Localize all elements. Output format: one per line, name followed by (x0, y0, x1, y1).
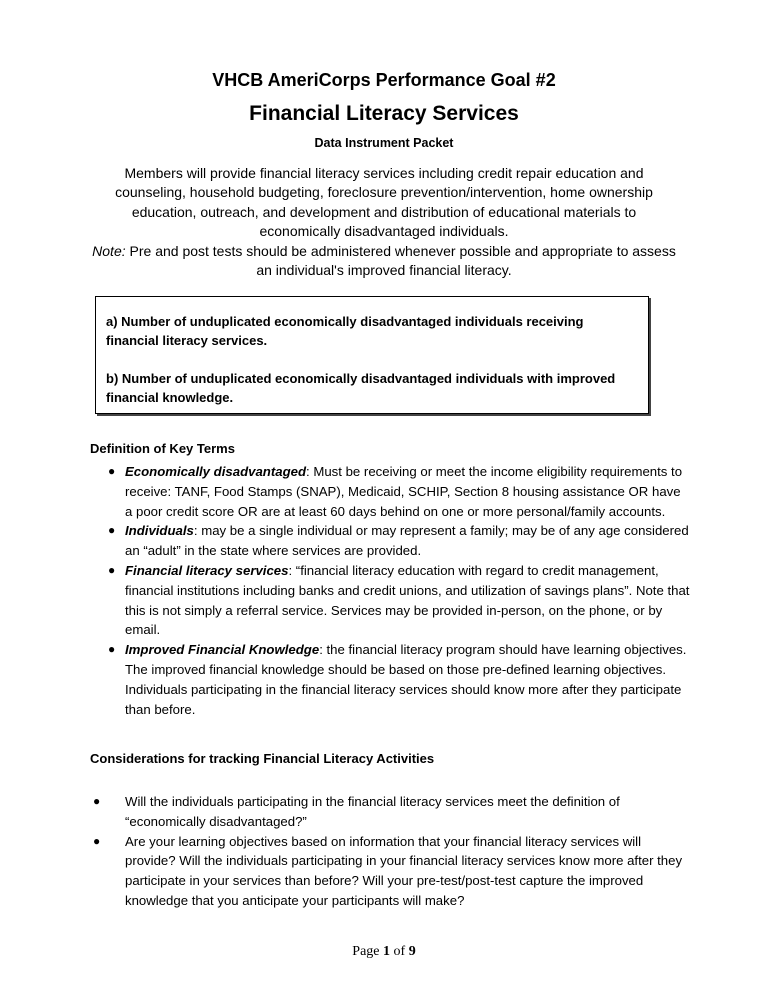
note-label: Note: (92, 242, 126, 259)
bullet-icon: ● (93, 833, 101, 848)
definition-text: : “financial literacy education with regard to credit management, financial institutions including banks and credit unions, and utilization of savings plans”. Note that this is not simply a referral service. Services may be provided in-person, on the phone, or by email. (125, 562, 690, 638)
definition-text: : Must be receiving or meet the income eligibility requirements to receive: TANF, Food Stamps (SNAP), Medicaid, SCHIP, Section 8 housing assistance OR have a poor credit score OR are at least 60 days behind on one or more personal/family accounts. (125, 464, 683, 519)
bullet-icon: ● (108, 562, 116, 577)
page-word: Page (352, 944, 380, 959)
bullet-icon: ● (93, 794, 101, 808)
definition-item (90, 561, 690, 640)
page-total: 9 (408, 944, 416, 959)
considerations-heading: Considerations for tracking Financial Literacy Activities (90, 751, 435, 766)
consideration-text: Will the individuals participating in the financial literacy services meet the definition of “economically disadvantaged?” (125, 794, 620, 829)
definitions-list (90, 462, 690, 719)
definition-item (90, 640, 690, 719)
measure-a: a) Number of unduplicated economically disadvantaged individuals receiving financial literacy services. (106, 314, 584, 348)
definition-term: Individuals (125, 523, 194, 539)
of-word: of (393, 944, 406, 959)
definition-item (90, 521, 690, 561)
performance-measures-box (95, 296, 649, 414)
measure-b: b) Number of unduplicated economically disadvantaged individuals with improved financial knowledge. (106, 371, 616, 405)
page-current: 1 (383, 944, 391, 959)
definitions-heading: Definition of Key Terms (90, 441, 235, 456)
bullet-icon: ● (108, 523, 116, 538)
definition-term: Improved Financial Knowledge (125, 642, 320, 658)
note-text: Pre and post tests should be administered whenever possible and appropriate to assess an individual's improved financial literacy. (125, 242, 676, 279)
consideration-item (90, 832, 690, 911)
bullet-icon: ● (108, 642, 116, 657)
consideration-item (90, 792, 690, 832)
definition-text: : may be a single individual or may represent a family; may be of any age considered an “adult” in the state where services are provided. (125, 523, 689, 559)
intro-paragraph (90, 164, 678, 280)
page-title: Financial Literacy Services (249, 102, 519, 125)
definition-term: Financial literacy services (125, 562, 289, 578)
definition-text: : the financial literacy program should have learning objectives. The improved financial knowledge should be based on those pre-defined learning objectives. Individuals participating in the financial literacy services should know more after they participate than before. (125, 642, 687, 717)
program-heading: VHCB AmeriCorps Performance Goal #2 (212, 70, 556, 90)
considerations-list (90, 792, 690, 911)
bullet-icon: ● (108, 464, 116, 478)
page-number (0, 944, 768, 960)
definition-item (90, 462, 690, 521)
intro-text: Members will provide financial literacy services including credit repair education and counseling, household budgeting, foreclosure prevention/intervention, home ownership education, outreach, and development and distribution of educational materials to economically disadvantaged individuals. (115, 165, 653, 240)
document-subtitle: Data Instrument Packet (314, 136, 454, 150)
definition-term: Economically disadvantaged (125, 464, 307, 479)
consideration-text: Are your learning objectives based on information that your financial literacy services will provide? Will the individuals participating in your financial literacy services know more after they participate in your services than before? Will your pre-test/post-test capture the improved knowledge that you anticipate your participants will make? (125, 833, 683, 908)
